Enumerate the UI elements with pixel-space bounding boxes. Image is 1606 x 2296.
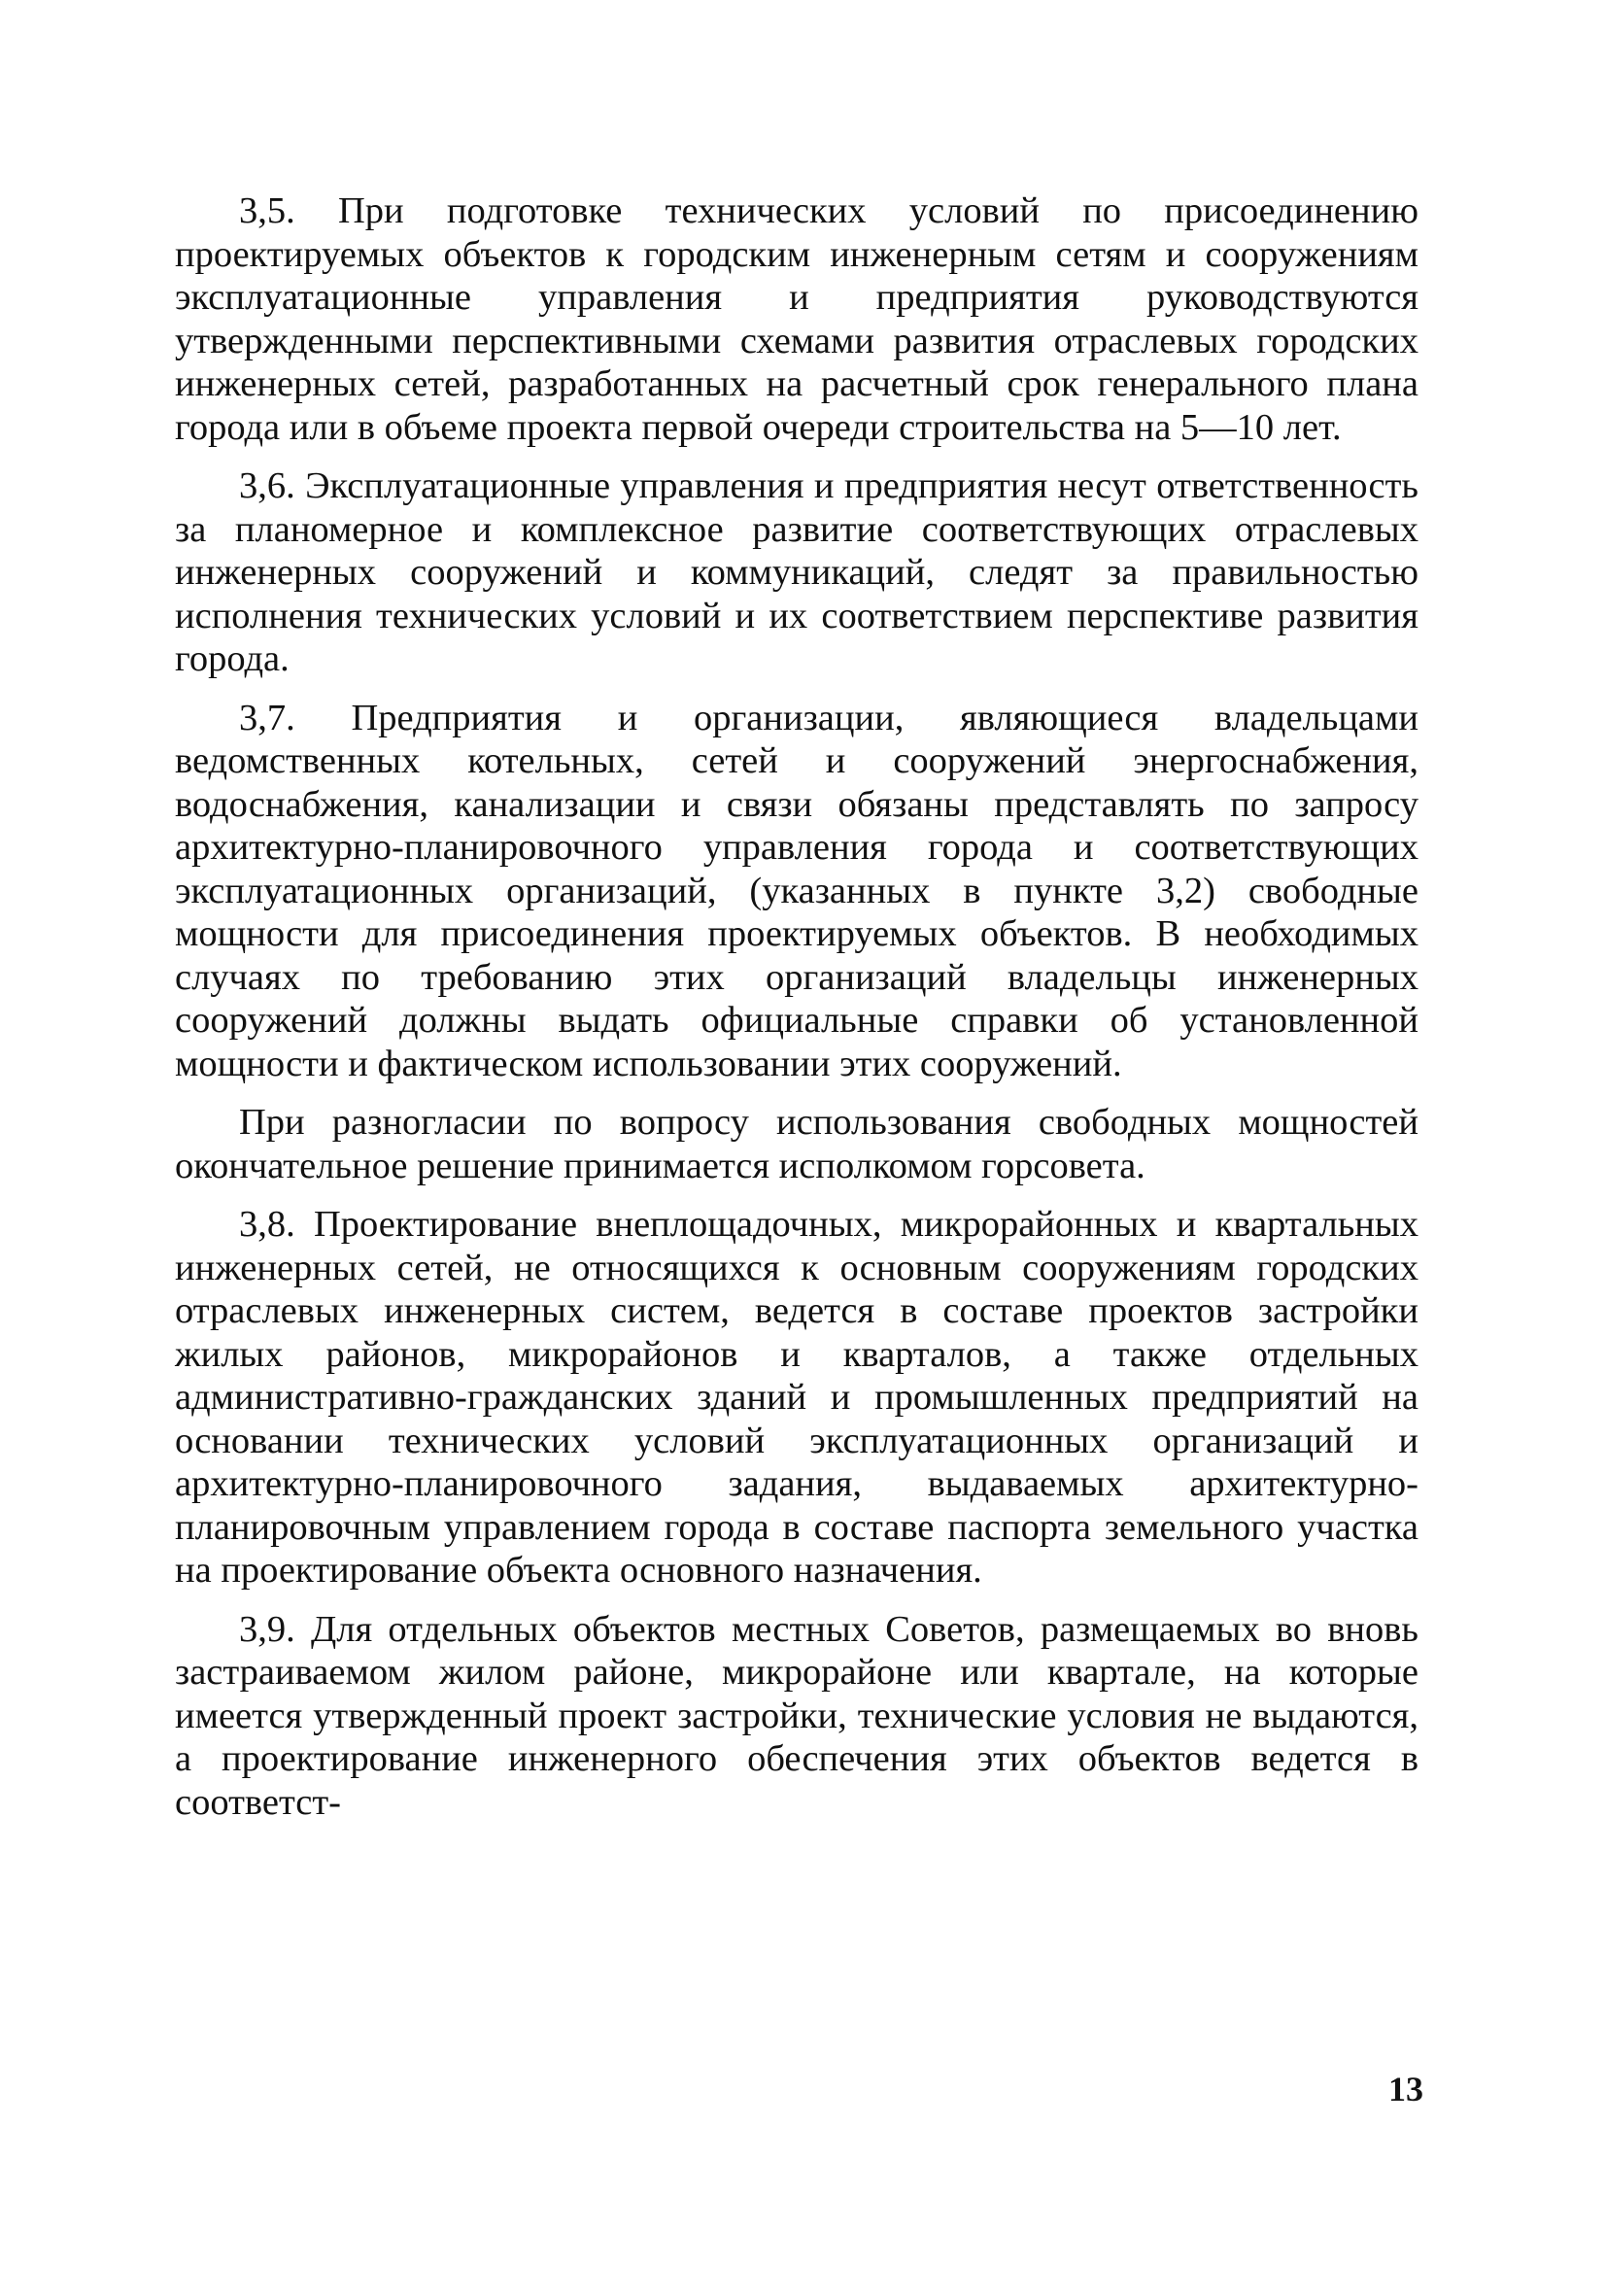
paragraph-3-6: 3,6. Эксплуатационные управления и предприятия несут ответственность за планомерное и комплексное развитие соответствующих отраслевых инженерных сооружений и коммуникаций, следят за правильностью исполнения технических условий и их соответствием перспективе развития города. — [175, 465, 1418, 679]
paragraph-3-5: 3,5. При подготовке технических условий по присоединению проектируемых объектов к городским инженерным сетям и сооружениям эксплуатационные управления и предприятия руководствуются утвержденными перспективными схемами развития отраслевых городских инженерных сетей, разработанных на расчетный срок генерального плана города или в объеме проекта первой очереди строительства на 5—10 лет. — [175, 190, 1418, 448]
paragraph-3-9: 3,9. Для отдельных объектов местных Советов, размещаемых во вновь застраиваемом жилом районе, микрорайоне или квартале, на которые имеется утвержденный проект застройки, технические условия не выдаются, а проектирование инженерного обеспечения этих объектов ведется в соответст- — [175, 1608, 1418, 1823]
paragraph-3-8: 3,8. Проектирование внеплощадочных, микрорайонных и квартальных инженерных сетей, не относящихся к основным сооружениям городских отраслевых инженерных систем, ведется в составе проектов застройки жилых районов, микрорайонов и кварталов, а также отдельных административно-гражданских зданий и промышленных предприятий на основании технических условий эксплуатационных организаций и архитектурно-планировочного задания, выдаваемых архитектурно-планировочным управлением города в составе паспорта земельного участка на проектирование объекта основного назначения. — [175, 1204, 1418, 1591]
body-text — [175, 189, 1418, 1839]
paragraph-3-7: 3,7. Предприятия и организации, являющиеся владельцами ведомственных котельных, сетей и сооружений энергоснабжения, водоснабжения, канализации и связи обязаны представлять по запросу архитектурно-планировочного управления города и соответствующих эксплуатационных организаций, (указанных в пункте 3,2) свободные мощности для присоединения проектируемых объектов. В необходимых случаях по требованию этих организаций владельцы инженерных сооружений должны выдать официальные справки об установленной мощности и фактическом использовании этих сооружений. — [175, 697, 1418, 1084]
paragraph-disagreement: При разногласии по вопросу использования свободных мощностей окончательное решение принимается исполкомом горсовета. — [175, 1102, 1418, 1186]
page-number: 13 — [1388, 2070, 1423, 2108]
